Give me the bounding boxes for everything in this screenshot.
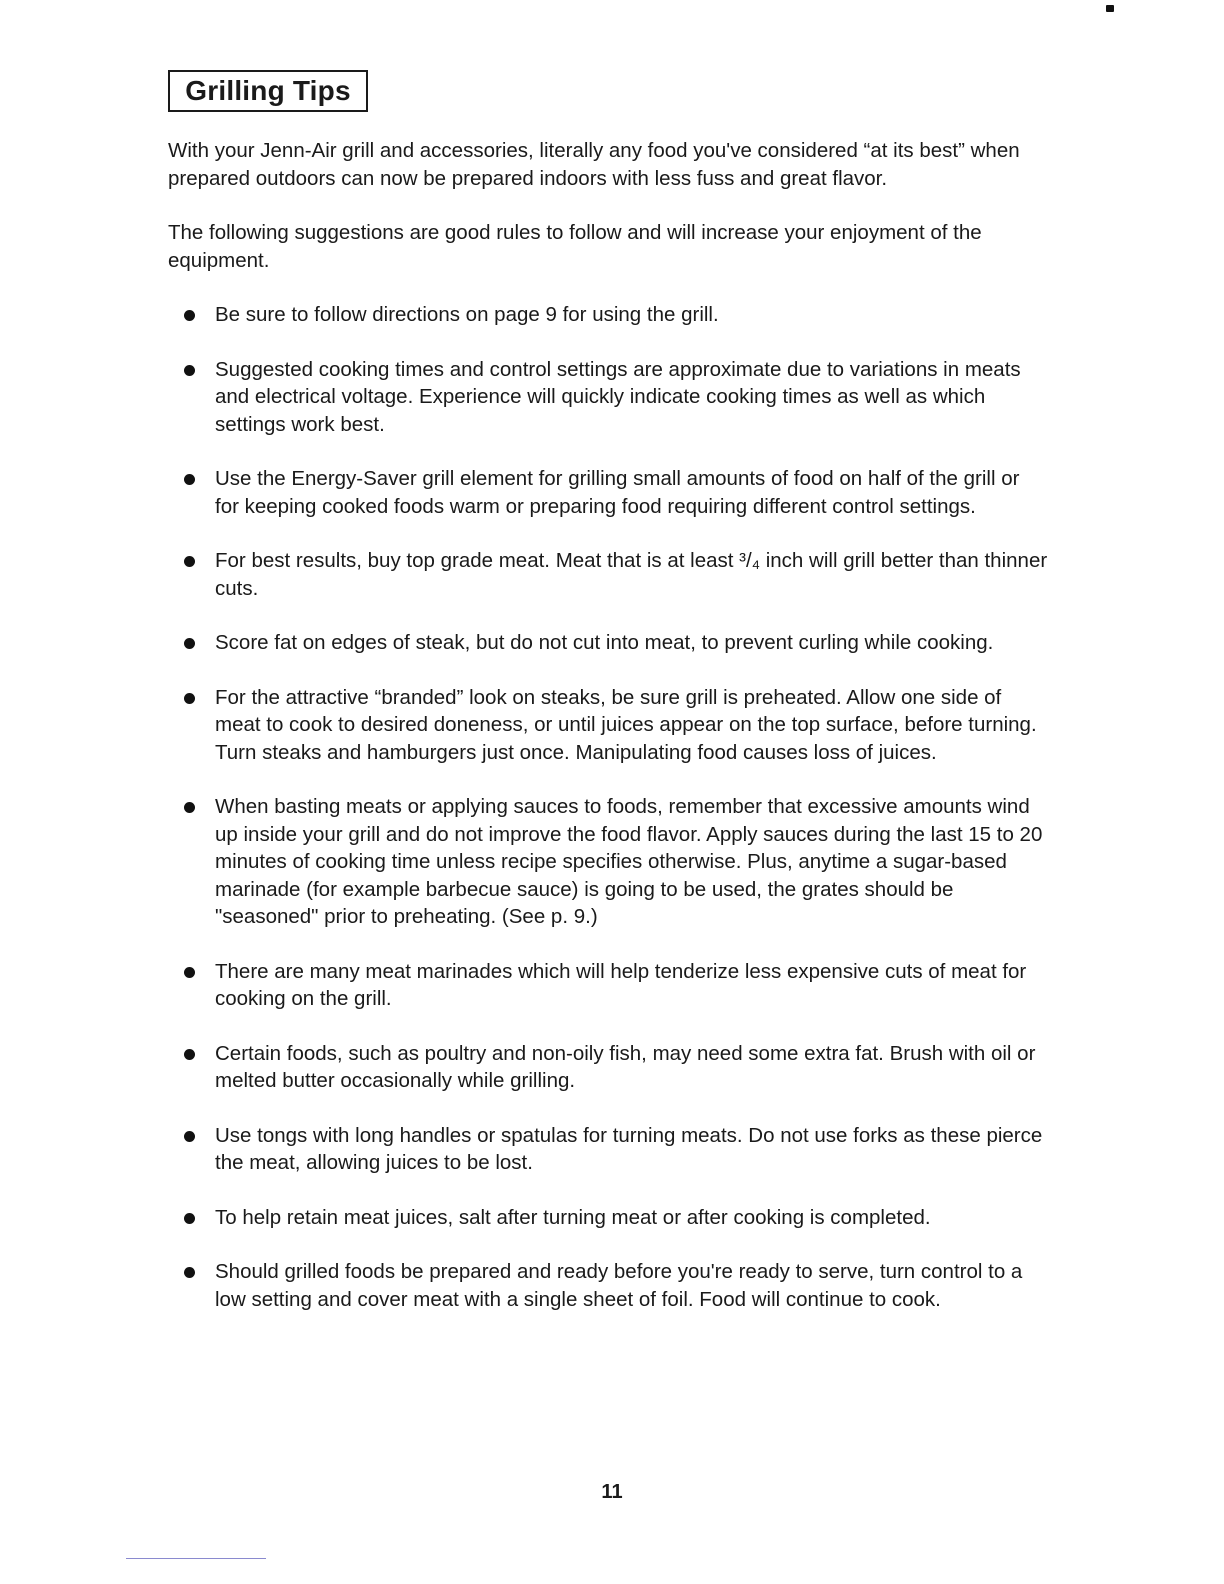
bullet-icon bbox=[184, 556, 195, 567]
tip-item bbox=[168, 301, 1048, 329]
bullet-icon bbox=[184, 802, 195, 813]
tip-text: Use the Energy-Saver grill element for grilling small amounts of food on half of the grill or for keeping cooked foods warm or preparing food requiring different control settings. bbox=[215, 467, 1020, 518]
tip-text: There are many meat marinades which will help tenderize less expensive cuts of meat for cooking on the grill. bbox=[215, 959, 1027, 1010]
corner-mark bbox=[1106, 5, 1114, 12]
bullet-icon bbox=[184, 1267, 195, 1278]
bullet-icon bbox=[184, 310, 195, 321]
tip-text: Score fat on edges of steak, but do not cut into meat, to prevent curling while cooking. bbox=[215, 631, 994, 654]
bullet-icon bbox=[184, 967, 195, 978]
tip-text: When basting meats or applying sauces to foods, remember that excessive amounts wind up inside your grill and do not improve the food flavor. Apply sauces during the last 15 to 20 minutes of cooking time unless recipe specifies otherwise. Plus, anytime a sugar-based marinade (for example barbecue sauce) is going to be used, the grates should be "seasoned" prior to preheating. (See p. 9.) bbox=[215, 795, 1043, 928]
bullet-icon bbox=[184, 638, 195, 649]
tip-text: For best results, buy top grade meat. Meat that is at least ³/₄ inch will grill better than thinner cuts. bbox=[215, 549, 1048, 600]
tip-item bbox=[168, 793, 1048, 931]
page-title: Grilling Tips bbox=[185, 75, 351, 106]
tip-text: Use tongs with long handles or spatulas for turning meats. Do not use forks as these pierce the meat, allowing juices to be lost. bbox=[215, 1123, 1043, 1174]
tips-list bbox=[168, 301, 1048, 1340]
tip-item bbox=[168, 1122, 1048, 1177]
bullet-icon bbox=[184, 1213, 195, 1224]
bullet-icon bbox=[184, 1131, 195, 1142]
title-box bbox=[168, 70, 368, 112]
tip-item bbox=[168, 958, 1048, 1013]
bullet-icon bbox=[184, 365, 195, 376]
tip-text: Should grilled foods be prepared and ready before you're ready to serve, turn control to a low setting and cover meat with a single sheet of foil. Food will continue to cook. bbox=[215, 1260, 1023, 1311]
tip-item bbox=[168, 684, 1048, 767]
tip-text: To help retain meat juices, salt after turning meat or after cooking is completed. bbox=[215, 1205, 931, 1229]
tip-item bbox=[168, 629, 1048, 657]
footer-rule bbox=[126, 1558, 266, 1559]
tip-text: For the attractive “branded” look on steaks, be sure grill is preheated. Allow one side of meat to cook to desired doneness, or until juices appear on the top surface, before turning. Turn steaks and hamburgers just once. Manipulating food causes loss of juices. bbox=[215, 685, 1037, 764]
page-number: 11 bbox=[601, 1481, 623, 1503]
tip-item bbox=[168, 1204, 1048, 1232]
tip-text: Certain foods, such as poultry and non-oily fish, may need some extra fat. Brush with oil or melted butter occasionally while grilling. bbox=[215, 1041, 1036, 1092]
bullet-icon bbox=[184, 1049, 195, 1060]
intro-paragraph: The following suggestions are good rules to follow and will increase your enjoyment of the equipment. bbox=[168, 221, 982, 272]
tip-text: Be sure to follow directions on page 9 for using the grill. bbox=[215, 303, 719, 326]
bullet-icon bbox=[184, 474, 195, 485]
tip-item bbox=[168, 356, 1048, 439]
tip-text: Suggested cooking times and control settings are approximate due to variations in meats and electrical voltage. Experience will quickly indicate cooking times as well as which settings work best. bbox=[215, 357, 1021, 436]
intro-paragraph: With your Jenn-Air grill and accessories, literally any food you've considered “at its best” when prepared outdoors can now be prepared indoors with less fuss and great flavor. bbox=[168, 139, 1020, 190]
tip-item bbox=[168, 1258, 1048, 1313]
tip-item bbox=[168, 1040, 1048, 1095]
bullet-icon bbox=[184, 693, 195, 704]
tip-item bbox=[168, 547, 1048, 602]
tip-item bbox=[168, 465, 1048, 520]
